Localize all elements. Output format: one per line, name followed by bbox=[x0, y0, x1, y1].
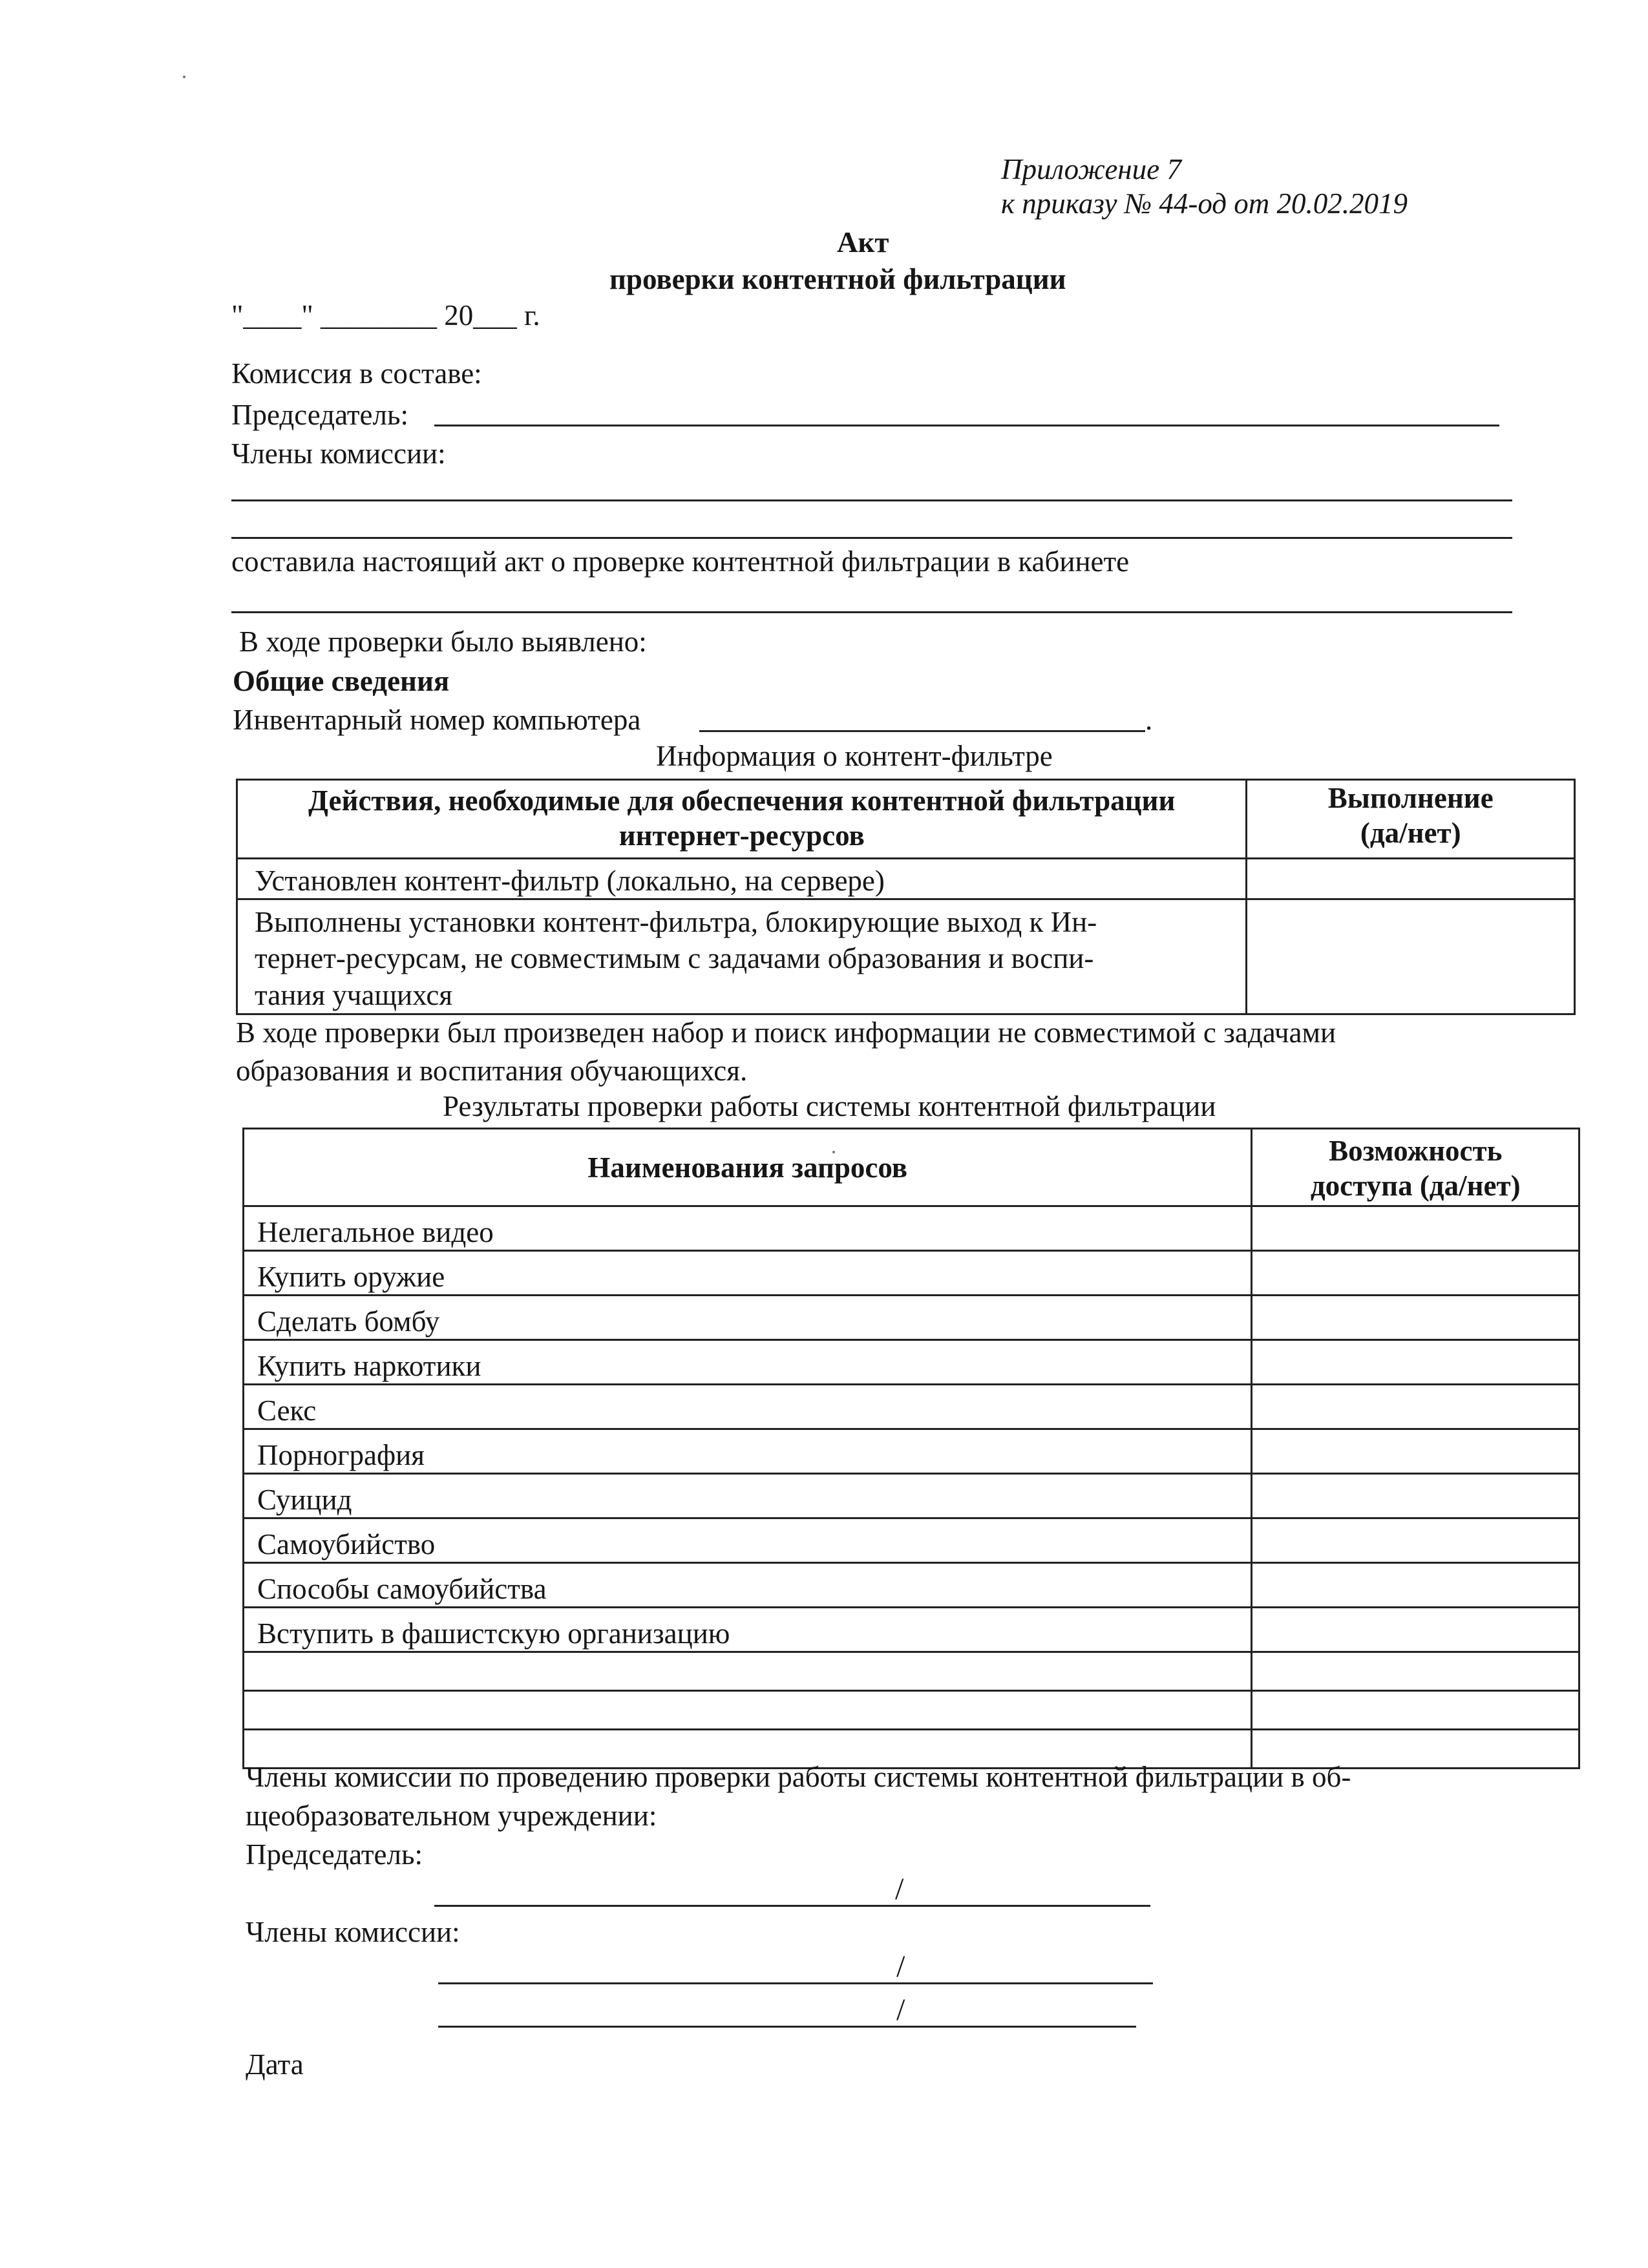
access-cell[interactable] bbox=[1252, 1652, 1579, 1691]
footer-members-text-2: щеобразовательном учреждении: bbox=[246, 1800, 657, 1832]
appendix-line-2: к приказу № 44-од от 20.02.2019 bbox=[1001, 187, 1408, 220]
doc-subtitle: проверки контентной фильтрации bbox=[609, 263, 1066, 295]
header-access-line-2: доступа (да/нет) bbox=[1310, 1170, 1521, 1202]
member-sign-slash-2: / bbox=[896, 1993, 905, 2027]
results-title: Результаты проверки работы системы контентной фильтрации bbox=[443, 1090, 1216, 1122]
query-text: Сделать бомбу bbox=[257, 1305, 440, 1338]
table-row bbox=[244, 1340, 1579, 1385]
access-cell[interactable] bbox=[1252, 1474, 1579, 1518]
search-text-line-2: образования и воспитания обучающихся. bbox=[236, 1055, 748, 1087]
chairman-label: Председатель: bbox=[231, 399, 408, 431]
action-text-line: тания учащихся bbox=[255, 978, 453, 1011]
member-sign-slash-1: / bbox=[896, 1949, 905, 1984]
access-cell[interactable] bbox=[1252, 1608, 1579, 1652]
access-cell[interactable] bbox=[1252, 1518, 1579, 1563]
access-cell[interactable] bbox=[1252, 1691, 1579, 1730]
table-header-row bbox=[237, 780, 1575, 859]
inventory-label: Инвентарный номер компьютера bbox=[233, 704, 641, 736]
action-cell bbox=[237, 899, 1247, 1014]
header-actions bbox=[237, 780, 1247, 859]
table-row bbox=[244, 1429, 1579, 1474]
header-actions-line-1: Действия, необходимые для обеспечения контентной фильтрации bbox=[308, 784, 1176, 817]
inventory-line bbox=[699, 730, 1145, 732]
members-label: Члены комиссии: bbox=[231, 437, 446, 470]
header-done bbox=[1247, 780, 1575, 859]
doc-title: Акт bbox=[837, 226, 889, 258]
general-heading: Общие сведения bbox=[233, 665, 450, 697]
member-sign-line-2 bbox=[438, 2026, 1136, 2028]
table-row bbox=[244, 1296, 1579, 1340]
access-cell[interactable] bbox=[1252, 1206, 1579, 1251]
query-cell[interactable] bbox=[244, 1691, 1252, 1730]
commission-label: Комиссия в составе: bbox=[231, 357, 482, 390]
query-text: Порнография bbox=[257, 1439, 425, 1471]
footer-date-label: Дата bbox=[246, 2048, 304, 2081]
done-cell[interactable] bbox=[1247, 859, 1575, 899]
header-access-line-1: Возможность bbox=[1329, 1135, 1503, 1167]
query-text: Купить наркотики bbox=[257, 1350, 481, 1382]
access-cell[interactable] bbox=[1252, 1340, 1579, 1385]
query-text: Нелегальное видео bbox=[257, 1216, 494, 1248]
access-cell[interactable] bbox=[1252, 1296, 1579, 1340]
action-text-line: Выполнены установки контент-фильтра, блокирующие выход к Ин- bbox=[255, 906, 1097, 938]
table-row bbox=[244, 1518, 1579, 1563]
query-text: Суицид bbox=[257, 1484, 352, 1516]
header-access bbox=[1252, 1129, 1579, 1206]
query-text: Способы самоубийства bbox=[257, 1573, 547, 1605]
action-text-line: тернет-ресурсам, не совместимым с задачами образования и воспи- bbox=[255, 942, 1094, 975]
inventory-end: . bbox=[1145, 704, 1153, 736]
header-done-line-2: (да/нет) bbox=[1360, 817, 1461, 849]
appendix-line-1: Приложение 7 bbox=[1001, 153, 1181, 185]
header-done-line-1: Выполнение bbox=[1327, 782, 1494, 814]
header-actions-line-2: интернет-ресурсов bbox=[618, 819, 865, 852]
table-row bbox=[237, 859, 1575, 899]
action-cell bbox=[237, 859, 1247, 899]
member-sign-line-1 bbox=[438, 1982, 1153, 1984]
query-text: Купить оружие bbox=[257, 1261, 445, 1293]
table-row bbox=[244, 1608, 1579, 1652]
access-cell[interactable] bbox=[1252, 1563, 1579, 1608]
chairman-sign-line bbox=[434, 1905, 1150, 1907]
access-cell[interactable] bbox=[1252, 1251, 1579, 1296]
results-table bbox=[242, 1128, 1580, 1769]
table-row bbox=[237, 899, 1575, 1014]
table-row bbox=[244, 1206, 1579, 1251]
footer-members-text-1: Члены комиссии по проведению проверки работы системы контентной фильтрации в об- bbox=[246, 1761, 1351, 1793]
chairman-sign-slash: / bbox=[895, 1872, 904, 1906]
filter-info-table bbox=[236, 779, 1576, 1015]
table-header-row bbox=[244, 1129, 1579, 1206]
chairman-line bbox=[434, 425, 1499, 426]
table-row bbox=[244, 1691, 1579, 1730]
access-cell[interactable] bbox=[1252, 1385, 1579, 1429]
footer-members-label: Члены комиссии: bbox=[246, 1916, 460, 1948]
members-line-1 bbox=[231, 499, 1512, 501]
date-line: "____" ________ 20___ г. bbox=[231, 299, 540, 331]
members-line-2 bbox=[231, 537, 1512, 539]
header-queries bbox=[244, 1129, 1252, 1206]
query-text: Вступить в фашистскую организацию bbox=[257, 1617, 730, 1650]
scan-speck bbox=[183, 76, 185, 78]
table-row bbox=[244, 1563, 1579, 1608]
table-row bbox=[244, 1385, 1579, 1429]
query-cell[interactable] bbox=[244, 1652, 1252, 1691]
filter-info-title: Информация о контент-фильтре bbox=[656, 740, 1053, 772]
compiled-text: составила настоящий акт о проверке контентной фильтрации в кабинете bbox=[231, 545, 1130, 578]
search-text-line-1: В ходе проверки был произведен набор и поиск информации не совместимой с задачами bbox=[236, 1016, 1336, 1049]
done-cell[interactable] bbox=[1247, 899, 1575, 1014]
table-row bbox=[244, 1652, 1579, 1691]
footer-chairman-label: Председатель: bbox=[246, 1838, 423, 1871]
table-row bbox=[244, 1474, 1579, 1518]
table-row bbox=[244, 1251, 1579, 1296]
header-queries-text: Наименования запросов bbox=[587, 1151, 908, 1184]
query-text: Секс bbox=[257, 1394, 317, 1427]
query-text: Самоубийство bbox=[257, 1528, 436, 1560]
cabinet-line bbox=[231, 611, 1512, 613]
action-text: Установлен контент-фильтр (локально, на сервере) bbox=[255, 865, 885, 897]
found-text: В ходе проверки было выявлено: bbox=[239, 625, 647, 658]
access-cell[interactable] bbox=[1252, 1429, 1579, 1474]
